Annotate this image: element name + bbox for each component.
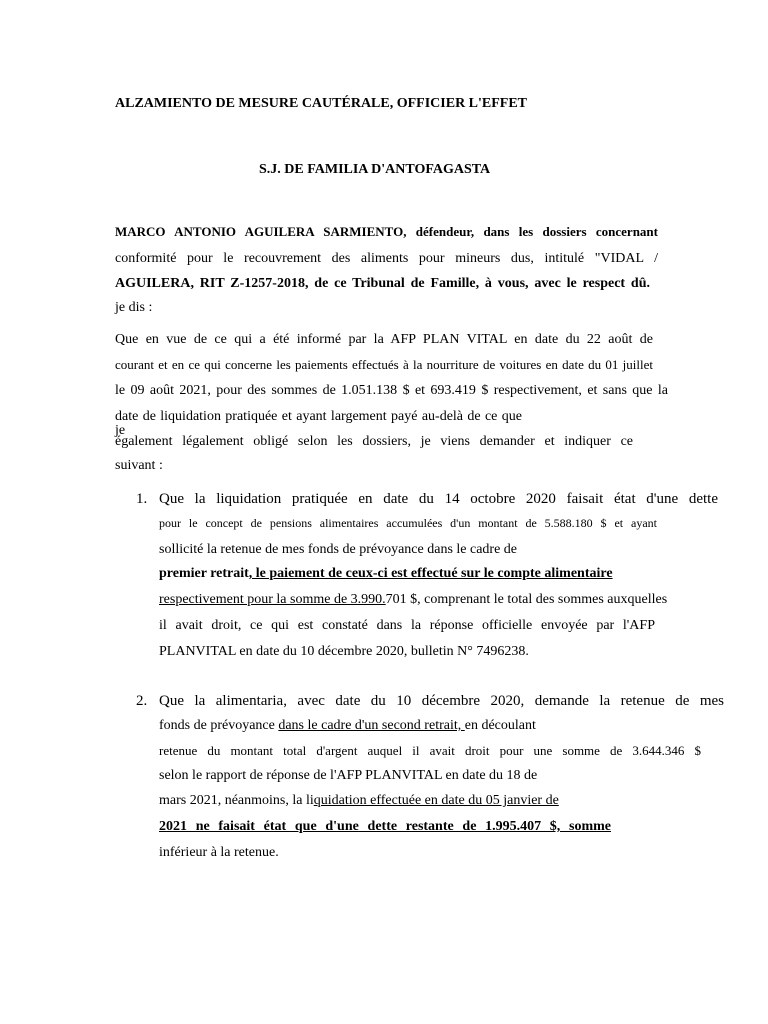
intro-line-2: conformité pour le recouvrement des aliments pour mineurs dus, intitulé "VIDAL /: [115, 251, 658, 266]
item-2-line-5-underlined: quidation effectuée en date du 05 janvier de: [313, 793, 559, 808]
defendant-name: MARCO ANTONIO AGUILERA SARMIENTO,: [115, 224, 407, 239]
intro-line-3: AGUILERA, RIT Z-1257-2018, de ce Tribunal de Famille, à vous, avec le respect dû.: [115, 276, 650, 291]
item-1-line-5: [159, 593, 667, 607]
para-line-2: courant et en ce qui concerne les paiements effectués à la nourriture de voitures en date du 01 juillet: [115, 357, 653, 372]
item-1-line-4-underlined: , le paiement de ceux-ci est effectué sur le compte alimentaire: [248, 566, 613, 581]
item-2-line-2: [159, 719, 536, 733]
item-2-line-6: 2021 ne faisait état que d'une dette restante de 1.995.407 $, somme: [159, 819, 611, 834]
item-1-line-7: PLANVITAL en date du 10 décembre 2020, bulletin N° 7496238.: [159, 644, 529, 659]
item-2-line-1: Que la alimentaria, avec date du 10 décembre 2020, demande la retenue de mes: [159, 693, 724, 709]
court-heading: S.J. DE FAMILIA D'ANTOFAGASTA: [259, 162, 491, 177]
intro-line-4: je dis :: [115, 300, 153, 315]
intro-line-1-rest: défendeur, dans les dossiers concernant: [406, 224, 658, 239]
item-1-line-2: pour le concept de pensions alimentaires accumulées d'un montant de 5.588.180 $ et ayant: [159, 516, 657, 530]
item-1-line-1: Que la liquidation pratiquée en date du 14 octobre 2020 faisait état d'une dette: [159, 491, 718, 507]
item-2-line-4: selon le rapport de réponse de l'AFP PLANVITAL en date du 18 de: [159, 768, 538, 783]
item-1-number: 1.: [136, 491, 148, 507]
item-1-line-3: sollicité la retenue de mes fonds de prévoyance dans le cadre de: [159, 542, 518, 557]
para-line-1: Que en vue de ce qui a été informé par la AFP PLAN VITAL en date du 22 août de: [115, 332, 653, 347]
item-2-line-2-underlined: dans le cadre d'un second retrait,: [278, 718, 465, 733]
item-2-line-3: retenue du montant total d'argent auquel il avait droit pour une somme de 3.644.346 $: [159, 743, 701, 758]
para-line-4: date de liquidation pratiquée et ayant largement payé au-delà de ce que je: [115, 409, 522, 438]
document-title: ALZAMIENTO DE MESURE CAUTÉRALE, OFFICIER L'EFFET: [115, 96, 528, 111]
item-1-line-5-underlined: respectivement pour la somme de 3.990.: [159, 592, 386, 607]
item-2-line-5-start: mars 2021, néanmoins, la li: [159, 793, 314, 808]
item-1-line-5-rest: 701 $, comprenant le total des sommes auxquelles: [385, 592, 668, 607]
para-line-3: le 09 août 2021, pour des sommes de 1.051.138 $ et 693.419 $ respectivement, et sans que la: [115, 383, 668, 398]
item-1-line-4-bold: premier retrait: [159, 566, 249, 581]
item-2-line-5: [159, 794, 655, 808]
para-line-5: également légalement obligé selon les dossiers, je viens demander et indiquer ce: [115, 434, 633, 449]
item-2-line-7: inférieur à la retenue.: [159, 845, 279, 860]
item-1-line-6: il avait droit, ce qui est constaté dans la réponse officielle envoyée par l'AFP: [159, 618, 655, 633]
item-2-number: 2.: [136, 693, 148, 709]
item-1-line-4: [159, 567, 663, 581]
intro-line-1: [115, 225, 658, 238]
item-2-line-2-end: en découlant: [464, 718, 536, 733]
para-line-6: suivant :: [115, 458, 163, 473]
item-2-line-2-start: fonds de prévoyance: [159, 718, 279, 733]
